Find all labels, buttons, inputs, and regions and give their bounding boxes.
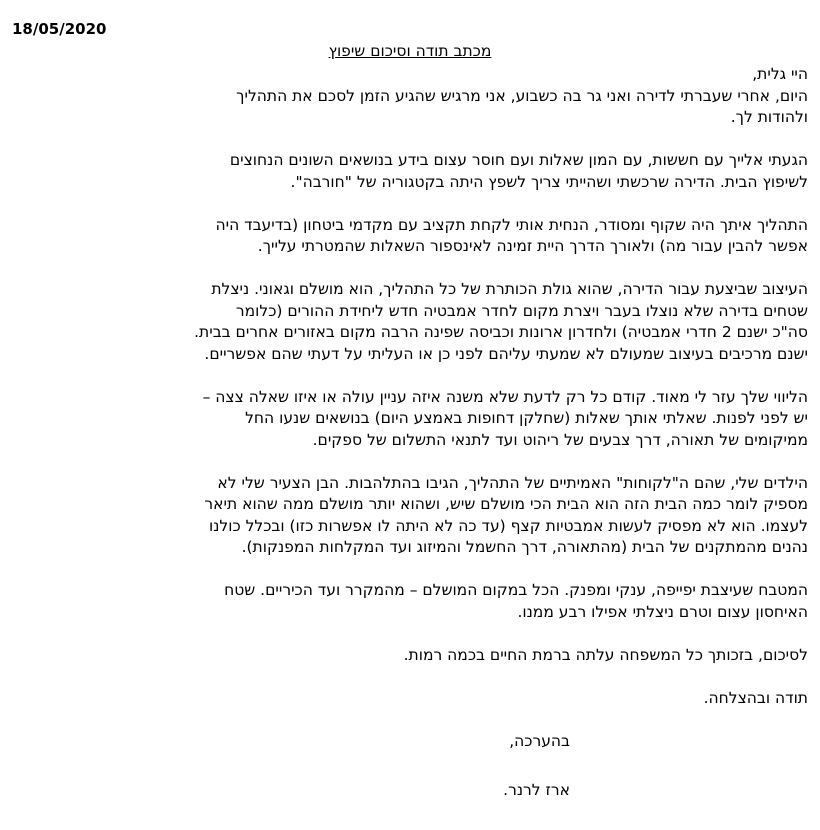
text-line: מספיק לומר כמה הבית הזה הוא הבית הכי מושלם שיש, ושהוא יותר מושלם ממה שהוא תיאר — [204, 495, 808, 513]
letter-date: 18/05/2020 — [12, 20, 107, 38]
text-line: ולהודות לך. — [730, 108, 808, 126]
text-line: לעצמו. הוא לא מפסיק לעשות אמבטיות קצף (עד כה לא היתה לו אפשרות כזו) ובכלל כולנו — [208, 516, 808, 535]
text-line: המטבח שעיצבת יפייפה, ענקי ומפנק. הכל במקום המושלם – מהמקרר ועד הכיריים. שטח — [224, 581, 808, 599]
text-line: היי גלית, — [752, 65, 808, 83]
paragraph-kitchen — [10, 580, 808, 623]
text-line: תודה ובהצלחה. — [703, 688, 808, 707]
text-line: לשיפוץ הבית. הדירה שרכשתי ושהייתי צריך לשפץ היתה בקטגוריה של "חורבה". — [290, 172, 808, 191]
text-line: ממיקומים של תאורה, דרך צבעים של ריהוט ועד לתנאי התשלום של ספקים. — [312, 430, 808, 449]
text-line: לסיכום, בזכותך כל המשפחה עלתה ברמת החיים בכמה רמות. — [403, 645, 808, 664]
text-line: האיחסון עצום וטרם ניצלתי אפילו רבע ממנו. — [517, 602, 808, 621]
letter-body — [10, 64, 808, 830]
paragraph-summary — [10, 645, 808, 667]
letter-title: מכתב תודה וסיכום שיפוץ — [328, 42, 492, 60]
text-line: הגעתי אלייך עם חששות, עם המון שאלות ועם חוסר עצום בידע בנושאים השונים הנחוצים — [229, 151, 808, 169]
text-line: הליווי שלך עזר לי מאוד. קודם כל רק לדעת שלא משנה איזה עניין עולה או איזו שאלה צצה – — [202, 387, 808, 406]
paragraph-thanks — [10, 688, 808, 710]
text-line: העיצוב שביצעת עבור הדירה, שהוא גולת הכותרת של כל התהליך, הוא מושלם וגאוני. ניצלת — [211, 280, 808, 298]
text-line: שטחים בדירה שלא נוצלו בעבר ויצרת מקום לחדר אמבטיה חדש ליחידת ההורים (כלומר — [235, 301, 808, 320]
paragraph-support — [10, 387, 808, 452]
signature-name: ארז לרנר. — [503, 781, 570, 799]
paragraph-design — [10, 279, 808, 365]
paragraph-concerns — [10, 150, 808, 193]
closing-text: בהערכה, — [509, 731, 570, 750]
text-line: יש לפני לפנות. שאלתי אותך שאלות (שחלקן דחופות באמצע היום) בנושאים שנעו החל — [245, 409, 808, 427]
text-line: התהליך איתך היה שקוף ומסודר, הנחית אותי לקחת תקציב עם מקדמי ביטחון (בדיעבד היה — [215, 215, 808, 234]
text-line: ישנם מרכיבים בעיצוב שמעולם לא שמעתי עליהם לפני כן או העליתי על דעתי שהם אפשריים. — [204, 344, 808, 363]
text-line: היום, אחרי שעברתי לדירה ואני גר בה כשבוע, אני מרגיש שהגיע הזמן לסכם את התהליך — [236, 86, 808, 105]
text-line: סה"כ ישנם 2 חדרי אמבטיה) ולחדרון ארונות וכביסה שפינה הרבה מקום באזורים אחרים בבית. — [194, 323, 808, 341]
text-line: הילדים שלי, שהם ה"לקוחות" האמיתיים של התהליך, הגיבו בהתלהבות. הבן הצעיר שלי לא — [217, 473, 808, 492]
signature-block — [10, 731, 570, 802]
paragraph-greeting — [10, 64, 808, 129]
paragraph-children — [10, 473, 808, 559]
paragraph-process — [10, 215, 808, 258]
text-line: אפשר להבין עבור מה) ולאורך הדרך היית זמינה לאינספור השאלות שהמטרתי עלייך. — [257, 237, 808, 255]
text-line: נהנים מהמתקנים של הבית (מהתאורה, דרך החשמל והמיזוג ועד המקלחות המפנקות). — [241, 538, 808, 556]
